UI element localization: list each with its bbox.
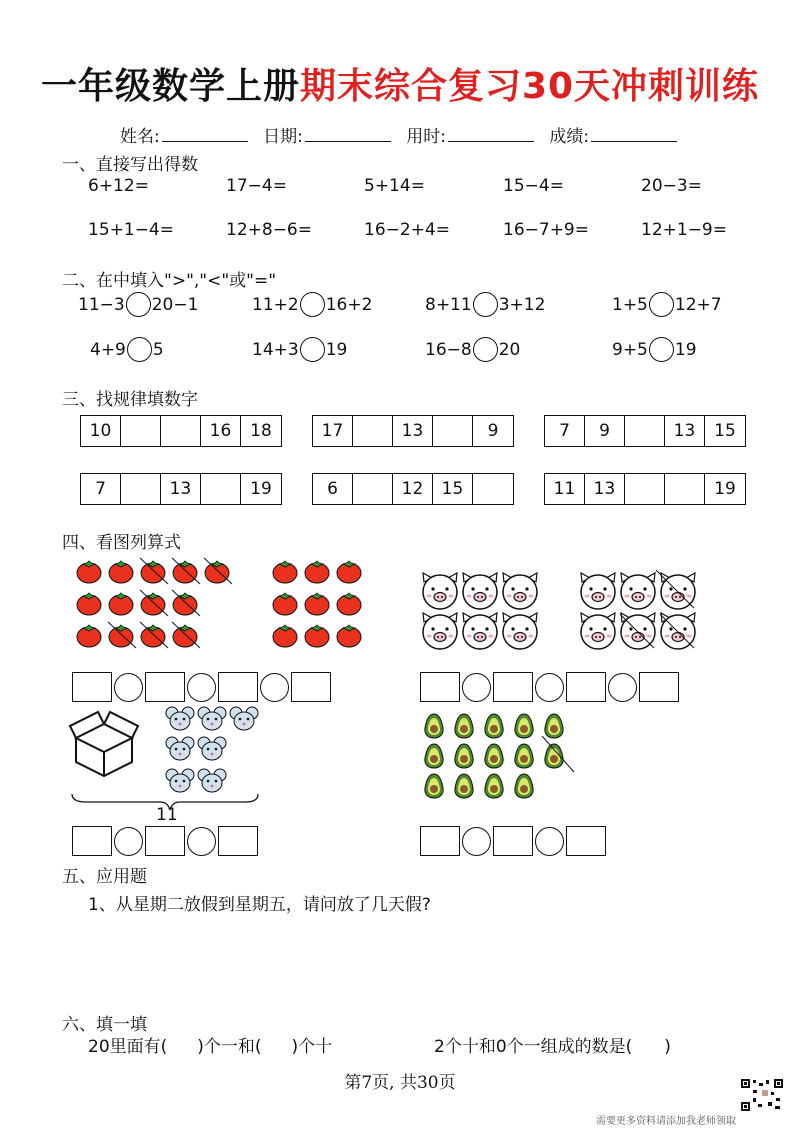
compare-circle[interactable] xyxy=(127,337,152,362)
date-blank[interactable] xyxy=(305,125,391,142)
section1-title: 一、直接写出得数 xyxy=(62,155,198,175)
section3-title: 三、找规律填数字 xyxy=(62,390,198,410)
answer-box[interactable] xyxy=(145,672,185,702)
compare-circle[interactable] xyxy=(126,292,151,317)
equation: 20−3= xyxy=(641,176,702,196)
section6-title: 六、填一填 xyxy=(62,1015,147,1035)
seq-cell: 13 xyxy=(585,474,625,504)
seq-cell: 10 xyxy=(81,416,121,446)
sequence-table xyxy=(544,415,746,447)
equation: 16−7+9= xyxy=(503,220,589,240)
seq-cell: 13 xyxy=(665,416,705,446)
fill-question-2: 2个十和0个一组成的数是( ) xyxy=(434,1037,671,1057)
answer-box[interactable] xyxy=(493,826,533,856)
date-label: 日期: xyxy=(263,127,303,147)
seq-cell: 7 xyxy=(81,474,121,504)
seq-cell: 19 xyxy=(250,479,272,499)
answer-row xyxy=(420,672,679,702)
answer-box[interactable] xyxy=(566,672,606,702)
avocado-group xyxy=(425,714,574,798)
operator-circle[interactable] xyxy=(535,673,564,702)
equation: 12+1−9= xyxy=(641,220,727,240)
seq-cell: 12 xyxy=(393,474,433,504)
seq-cell[interactable] xyxy=(625,416,665,446)
equation: 6+12= xyxy=(88,176,149,196)
tomato-group-right xyxy=(273,561,361,647)
seq-cell[interactable] xyxy=(121,416,161,446)
seq-cell: 19 xyxy=(714,479,736,499)
compare-circle[interactable] xyxy=(300,337,325,362)
operator-circle[interactable] xyxy=(608,673,637,702)
pig-group-left xyxy=(423,573,537,649)
seq-cell[interactable] xyxy=(121,474,161,504)
seq-cell: 7 xyxy=(545,416,585,446)
sequence-table xyxy=(80,473,282,505)
answer-box[interactable] xyxy=(145,826,185,856)
operator-circle[interactable] xyxy=(260,673,289,702)
compare-item: 11−3 20−1 xyxy=(78,292,198,317)
operator-circle[interactable] xyxy=(462,673,491,702)
seq-cell: 13 xyxy=(393,416,433,446)
equation: 15−4= xyxy=(503,176,564,196)
section2-title: 二、在中填入">","<"或"=" xyxy=(62,271,277,291)
seq-cell: 15 xyxy=(714,421,736,441)
answer-box[interactable] xyxy=(218,826,258,856)
seq-cell: 9 xyxy=(487,421,499,441)
seq-cell[interactable] xyxy=(473,474,513,504)
sequence-table xyxy=(80,415,282,447)
operator-circle[interactable] xyxy=(114,827,143,856)
seq-cell: 11 xyxy=(545,474,585,504)
seq-cell[interactable] xyxy=(161,416,201,446)
operator-circle[interactable] xyxy=(535,827,564,856)
seq-cell[interactable] xyxy=(353,474,393,504)
seq-cell[interactable] xyxy=(433,416,473,446)
word-problem: 1、从星期二放假到星期五，请问放了几天假? xyxy=(88,895,431,915)
equation: 16−2+4= xyxy=(364,220,450,240)
equation: 5+14= xyxy=(364,176,425,196)
mouse-group xyxy=(166,707,258,792)
seq-cell: 16 xyxy=(201,416,241,446)
answer-box[interactable] xyxy=(72,826,112,856)
seq-cell[interactable] xyxy=(625,474,665,504)
brace-total-label: 11 xyxy=(156,805,178,825)
seq-cell[interactable] xyxy=(201,474,241,504)
operator-circle[interactable] xyxy=(462,827,491,856)
score-label: 成绩: xyxy=(549,127,590,147)
compare-circle[interactable] xyxy=(473,337,498,362)
compare-circle[interactable] xyxy=(473,292,498,317)
qr-code-icon[interactable] xyxy=(740,1078,784,1112)
operator-circle[interactable] xyxy=(187,673,216,702)
time-label: 用时: xyxy=(406,127,447,147)
time-blank[interactable] xyxy=(448,125,534,142)
compare-circle[interactable] xyxy=(300,292,325,317)
seq-cell: 13 xyxy=(161,474,201,504)
compare-item: 14+3 19 xyxy=(252,337,347,362)
operator-circle[interactable] xyxy=(114,673,143,702)
sequence-table xyxy=(312,473,514,505)
pig-group-right xyxy=(581,570,695,649)
name-label: 姓名: xyxy=(120,127,160,147)
answer-box[interactable] xyxy=(420,672,460,702)
seq-cell: 18 xyxy=(250,421,272,441)
score-blank[interactable] xyxy=(591,125,677,142)
answer-box[interactable] xyxy=(291,672,331,702)
sequence-table xyxy=(544,473,746,505)
seq-cell[interactable] xyxy=(665,474,705,504)
name-blank[interactable] xyxy=(162,125,248,142)
equation: 17−4= xyxy=(226,176,287,196)
section4-title: 四、看图列算式 xyxy=(62,533,181,553)
answer-box[interactable] xyxy=(639,672,679,702)
seq-cell: 6 xyxy=(313,474,353,504)
answer-row xyxy=(72,826,258,856)
answer-box[interactable] xyxy=(72,672,112,702)
page-number: 第7页, 共30页 xyxy=(344,1073,456,1093)
student-info-line xyxy=(120,122,687,147)
footer-note: 需要更多资料请添加我老师领取 xyxy=(596,1116,736,1127)
seq-cell[interactable] xyxy=(353,416,393,446)
tomato-group-left xyxy=(77,558,232,648)
compare-circle[interactable] xyxy=(649,292,674,317)
equation: 12+8−6= xyxy=(226,220,312,240)
compare-item: 11+2 16+2 xyxy=(252,292,372,317)
compare-item: 16−8 20 xyxy=(425,337,520,362)
answer-box[interactable] xyxy=(566,826,606,856)
answer-box[interactable] xyxy=(493,672,533,702)
sequence-table xyxy=(312,415,514,447)
seq-cell: 15 xyxy=(433,474,473,504)
compare-item: 9+5 19 xyxy=(612,337,697,362)
box-icon xyxy=(70,712,138,776)
answer-box[interactable] xyxy=(420,826,460,856)
compare-item: 8+11 3+12 xyxy=(425,292,545,317)
seq-cell: 17 xyxy=(313,416,353,446)
compare-item: 1+5 12+7 xyxy=(612,292,722,317)
compare-circle[interactable] xyxy=(649,337,674,362)
title-black: 一年级数学上册 xyxy=(40,66,300,107)
page-title xyxy=(0,58,800,109)
section5-title: 五、应用题 xyxy=(62,867,147,887)
fill-question-1: 20里面有( )个一和( )个十 xyxy=(88,1037,333,1057)
equation: 15+1−4= xyxy=(88,220,174,240)
answer-row xyxy=(72,672,331,702)
title-red: 期末综合复习30天冲刺训练 xyxy=(299,66,760,107)
answer-box[interactable] xyxy=(218,672,258,702)
operator-circle[interactable] xyxy=(187,827,216,856)
answer-row xyxy=(420,826,606,856)
seq-cell: 9 xyxy=(585,416,625,446)
compare-item: 4+9 5 xyxy=(90,337,164,362)
